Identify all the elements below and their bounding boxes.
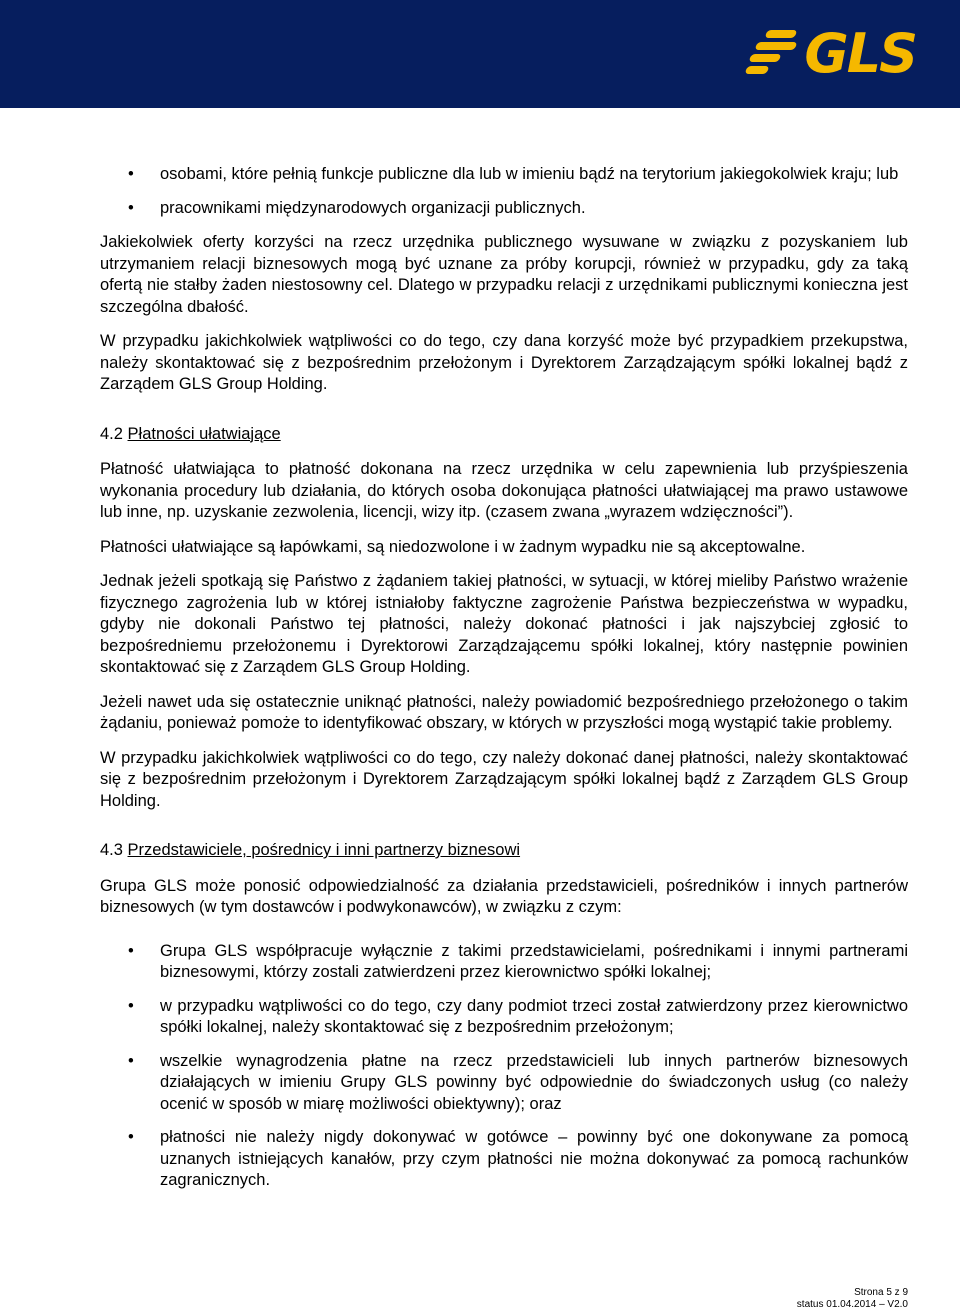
logo-text: GLS: [804, 22, 916, 85]
intro-bullet-list: [100, 164, 908, 219]
document-body: [100, 164, 908, 1205]
bullet-icon: •: [128, 1128, 134, 1146]
page-number: Strona 5 z 9: [854, 1287, 908, 1298]
section-title: Płatności ułatwiające: [127, 424, 281, 443]
list-item: • osobami, które pełnią funkcje publiczne dla lub w imieniu bądź na terytorium jakiegokolwiek kraju; lub: [100, 164, 908, 186]
list-item: • wszelkie wynagrodzenia płatne na rzecz przedstawicieli lub innych partnerów biznesowych działających w imieniu Grupy GLS powinny być odpowiednie do świadczonych usług (co należy ocenić w sposób w miarę możliwości obiektywny); oraz: [128, 1051, 908, 1113]
bullet-icon: •: [128, 198, 134, 217]
section-4-3-bullet-list: [100, 941, 908, 1192]
paragraph: Jakiekolwiek oferty korzyści na rzecz urzędnika publicznego wysuwane w związku z pozyskaniem lub utrzymaniem relacji biznesowych mogą być uznane za próby korupcji, również w przypadku, gdy za taką ofertą nie stałby żaden niestosowny cel. Dlatego w przypadku relacji z urzędnikami publicznymi konieczna jest szczególna dbałość.: [100, 233, 908, 316]
bullet-icon: •: [128, 941, 134, 960]
paragraph: Płatność ułatwiająca to płatność dokonana na rzecz urzędnika w celu zapewnienia lub przyśpieszenia wykonania procedury lub działania, do których osoba dokonująca płatności ułatwiającej ma prawo ustawowe lub inne, np. uzyskanie zezwolenia, licencji, wizy itp. (czasem zwana „wyrazem wdzięczności”).: [100, 460, 908, 521]
list-item: • płatności nie należy nigdy dokonywać w gotówce – powinny być one dokonywane za pomocą uznanych istniejących kanałów, przy czym płatności nie można dokonywać za pomocą rachunków zagranicznych.: [128, 1128, 908, 1189]
paragraph: W przypadku jakichkolwiek wątpliwości co do tego, czy dana korzyść może być przypadkiem przekupstwa, należy skontaktować się z bezpośrednim przełożonym i Dyrektorem Zarządzającym spółki lokalnej bądź z Zarządem GLS Group Holding.: [100, 332, 908, 393]
paragraph: Płatności ułatwiające są łapówkami, są niedozwolone i w żadnym wypadku nie są akceptowalne.: [100, 537, 806, 556]
list-item: • Grupa GLS współpracuje wyłącznie z takimi przedstawicielami, pośrednikami i innymi partnerami biznesowymi, którzy zostali zatwierdzeni przez kierownictwo spółki lokalnej;: [128, 941, 908, 981]
section-number: 4.2: [100, 424, 128, 443]
bullet-icon: •: [128, 1051, 134, 1070]
paragraph: Jeżeli nawet uda się ostatecznie uniknąć płatności, należy powiadomić bezpośredniego przełożonego o takim żądaniu, ponieważ pomoże to identyfikować obszary, w których w przyszłości mogą wystąpić takie problemy.: [100, 692, 908, 732]
logo-stripes-icon: [744, 26, 800, 82]
gls-logo: [744, 22, 916, 85]
section-heading-4-2: [100, 424, 908, 446]
list-item: • pracownikami międzynarodowych organizacji publicznych.: [100, 198, 908, 220]
section-title: Przedstawiciele, pośrednicy i inni partnerzy biznesowi: [127, 841, 521, 859]
paragraph: Jednak jeżeli spotkają się Państwo z żądaniem takiej płatności, w sytuacji, w której mieliby Państwo wrażenie fizycznego zagrożenia lub w której istniałoby faktyczne zagrożenie Państwa bezpieczeństwa w wypadku, gdyby nie dokonali Państwo tej płatności, należy dokonać płatności i jak najszybciej zgłosić to bezpośredniemu przełożonemu i Dyrektorowi Zarządzającemu spółki lokalnej, który następnie powinien skontaktować się z Zarządem GLS Group Holding.: [100, 572, 908, 676]
bullet-icon: •: [128, 165, 134, 183]
paragraph: W przypadku jakichkolwiek wątpliwości co do tego, czy należy dokonać danej płatności, należy skontaktować się z bezpośrednim przełożonym i Dyrektorem Zarządzającym spółki lokalnej bądź z Zarządem GLS Group Holding.: [100, 748, 908, 810]
bullet-icon: •: [128, 996, 134, 1015]
paragraph: Grupa GLS może ponosić odpowiedzialność za działania przedstawicieli, pośredników i innych partnerów biznesowych (w tym dostawców i podwykonawców), w związku z czym:: [100, 876, 908, 916]
section-heading-4-3: [100, 840, 908, 862]
list-item: • w przypadku wątpliwości co do tego, czy dany podmiot trzeci został zatwierdzony przez kierownictwo spółki lokalnej, należy skontaktować się z bezpośrednim przełożonym;: [128, 996, 908, 1036]
section-number: 4.3: [100, 841, 128, 859]
page-footer: [797, 1287, 908, 1311]
document-status: status 01.04.2014 – V2.0: [796, 1299, 908, 1310]
header-band: [0, 0, 960, 108]
